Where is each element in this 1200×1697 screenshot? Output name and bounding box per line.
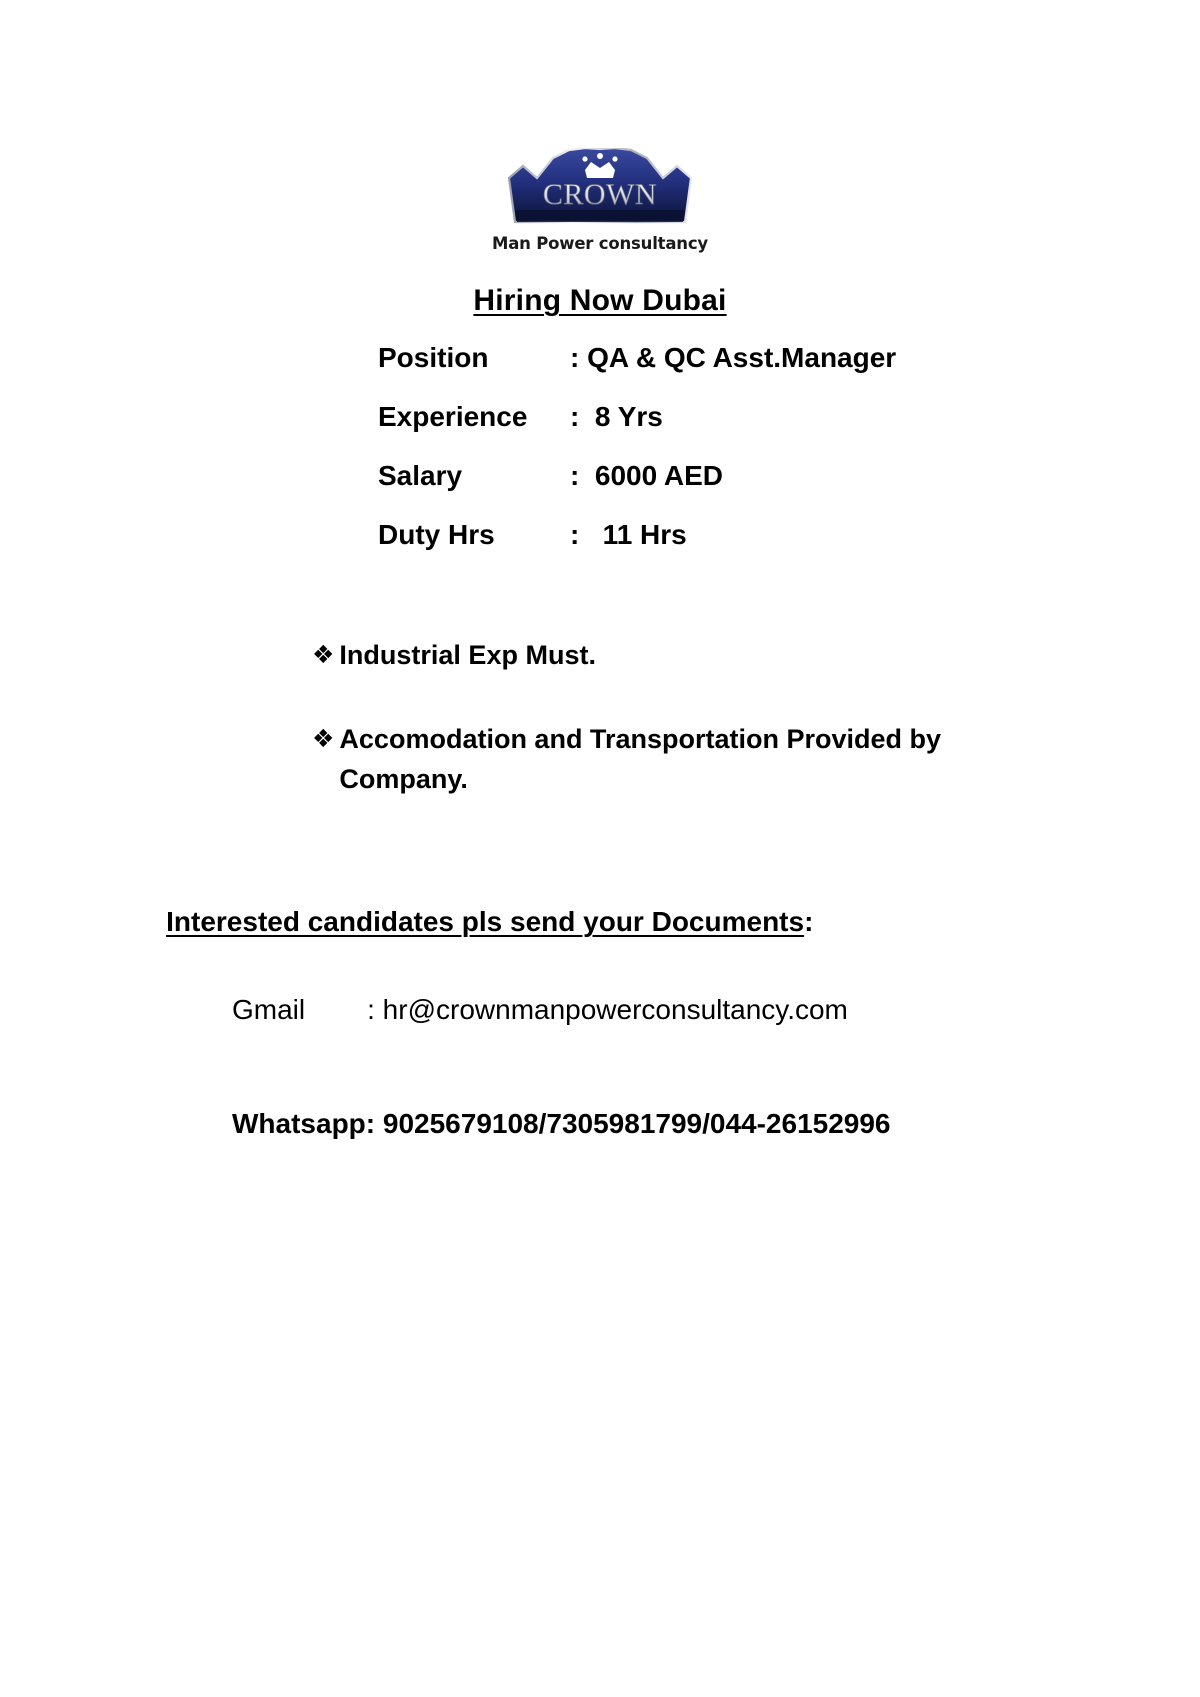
- crown-logo-icon: [507, 148, 693, 230]
- list-item: [312, 720, 992, 800]
- list-item-label: Accomodation and Transportation Provided by Company.: [339, 723, 941, 794]
- detail-row-duty-hrs: [378, 519, 896, 578]
- requirements-list: [312, 636, 992, 844]
- detail-label-position: Position: [378, 342, 489, 373]
- detail-value-position: : QA & QC Asst.Manager: [570, 342, 897, 373]
- detail-row-experience: [378, 401, 896, 460]
- detail-label-duty-hrs: Duty Hrs: [378, 519, 495, 550]
- detail-label-experience: Experience: [378, 401, 528, 432]
- detail-label-salary: Salary: [378, 460, 463, 491]
- contact-label-whatsapp: Whatsapp: [232, 1108, 366, 1139]
- contact-value-whatsapp[interactable]: : 9025679108/7305981799/044-26152996: [365, 1108, 891, 1139]
- contact-row-gmail: [232, 994, 891, 1044]
- contact-value-gmail[interactable]: : hr@crownmanpowerconsultancy.com: [367, 994, 848, 1025]
- list-item: [312, 636, 992, 676]
- page-title-text: Hiring Now Dubai: [473, 284, 727, 317]
- page-title: [0, 284, 1200, 318]
- job-details-list: [378, 342, 896, 578]
- diamond-bullet-icon: ❖: [312, 640, 335, 669]
- company-logo: [0, 148, 1200, 253]
- detail-value-duty-hrs: : 11 Hrs: [570, 519, 687, 550]
- logo-tagline: Man Power consultancy: [492, 234, 708, 253]
- contact-heading-colon: :: [804, 906, 814, 937]
- contact-label-gmail: Gmail: [232, 994, 306, 1025]
- detail-row-salary: [378, 460, 896, 519]
- contact-row-whatsapp: [232, 1108, 891, 1158]
- diamond-bullet-icon: ❖: [312, 723, 335, 753]
- detail-row-position: [378, 342, 896, 401]
- detail-value-experience: : 8 Yrs: [570, 401, 663, 432]
- detail-value-salary: : 6000 AED: [570, 460, 724, 491]
- list-item-label: Industrial Exp Must.: [339, 640, 596, 670]
- crown-wordmark-text: CROWN: [542, 178, 658, 211]
- contact-list: [232, 930, 891, 1222]
- contact-heading-underlined-text: Interested candidates pls send your Documents: [166, 906, 805, 937]
